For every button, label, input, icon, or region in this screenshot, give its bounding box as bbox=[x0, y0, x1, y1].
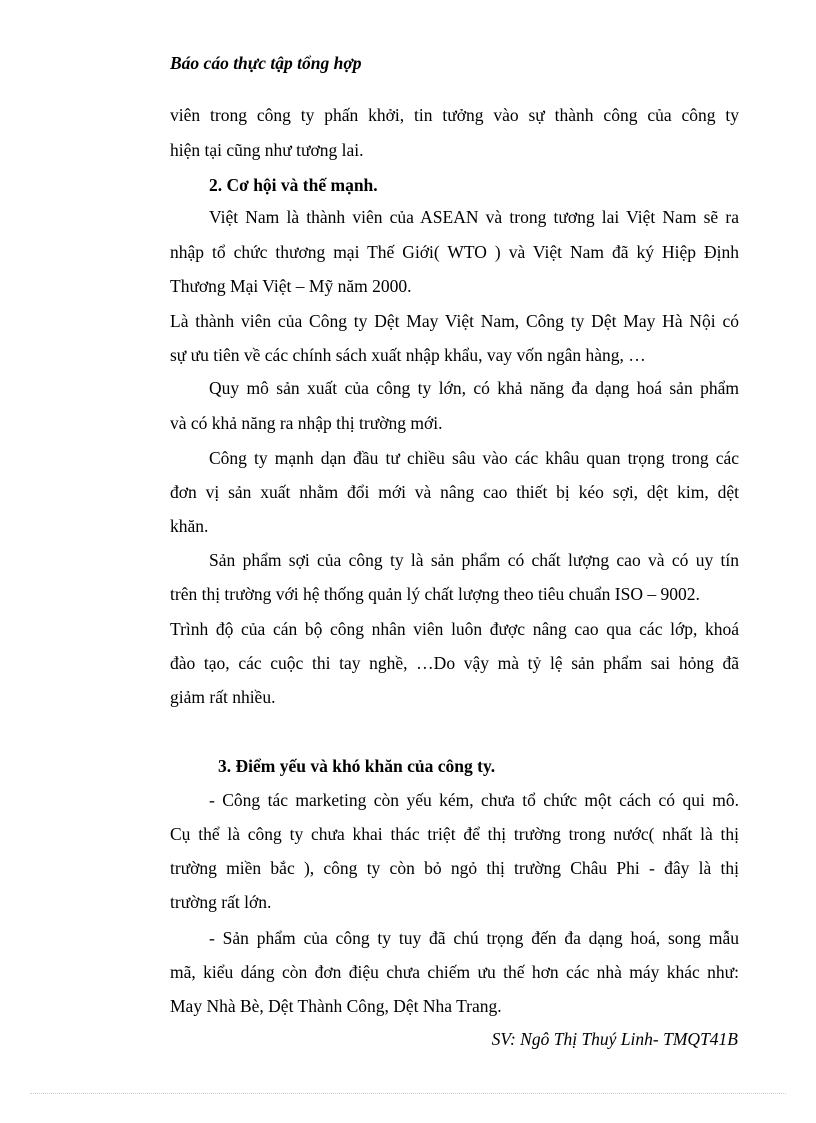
body-line: sự ưu tiên về các chính sách xuất nhập khẩu, vay vốn ngân hàng, … bbox=[170, 345, 646, 365]
body-line: đào tạo, các cuộc thi tay nghề, …Do vậy mà tỷ lệ sản phẩm sai hỏng đã bbox=[170, 653, 739, 673]
section-heading-weaknesses: 3. Điểm yếu và khó khăn của công ty. bbox=[218, 756, 496, 776]
report-header-title: Báo cáo thực tập tổng hợp bbox=[170, 53, 362, 73]
body-line: đơn vị sản xuất nhằm đổi mới và nâng cao thiết bị kéo sợi, dệt kim, dệt bbox=[170, 482, 739, 502]
body-line: Thương Mại Việt – Mỹ năm 2000. bbox=[170, 276, 412, 296]
body-line: Việt Nam là thành viên của ASEAN và trong tương lai Việt Nam sẽ ra bbox=[209, 207, 739, 227]
footer-signature: SV: Ngô Thị Thuý Linh- TMQT41B bbox=[491, 1029, 738, 1049]
body-line: Cụ thể là công ty chưa khai thác triệt để thị trường trong nước( nhất là thị bbox=[170, 824, 739, 844]
body-line: - Công tác marketing còn yếu kém, chưa tổ chức một cách có qui mô. bbox=[209, 790, 739, 810]
body-line: trường miền bắc ), công ty còn bỏ ngỏ thị trường Châu Phi - đây là thị bbox=[170, 858, 739, 878]
body-line: Công ty mạnh dạn đầu tư chiều sâu vào các khâu quan trọng trong các bbox=[209, 448, 739, 468]
body-line: trường rất lớn. bbox=[170, 892, 272, 912]
body-line: May Nhà Bè, Dệt Thành Công, Dệt Nha Trang. bbox=[170, 996, 502, 1016]
body-line: mã, kiểu dáng còn đơn điệu chưa chiếm ưu thế hơn các nhà máy khác như: bbox=[170, 962, 739, 982]
body-line: trên thị trường với hệ thống quản lý chất lượng theo tiêu chuẩn ISO – 9002. bbox=[170, 584, 700, 604]
body-line: Là thành viên của Công ty Dệt May Việt Nam, Công ty Dệt May Hà Nội có bbox=[170, 311, 739, 331]
body-line: - Sản phẩm của công ty tuy đã chú trọng đến đa dạng hoá, song mẫu bbox=[209, 928, 739, 948]
body-line: Sản phẩm sợi của công ty là sản phẩm có chất lượng cao và có uy tín bbox=[209, 550, 739, 570]
body-line: nhập tổ chức thương mại Thế Giới( WTO ) và Việt Nam đã ký Hiệp Định bbox=[170, 242, 739, 262]
body-line: viên trong công ty phấn khởi, tin tưởng vào sự thành công của công ty bbox=[170, 105, 739, 125]
page-bottom-divider bbox=[30, 1093, 786, 1094]
body-line: và có khả năng ra nhập thị trường mới. bbox=[170, 413, 443, 433]
section-heading-opportunities: 2. Cơ hội và thế mạnh. bbox=[209, 175, 378, 195]
body-line: khăn. bbox=[170, 516, 209, 536]
body-line: giảm rất nhiều. bbox=[170, 687, 276, 707]
body-line: Trình độ của cán bộ công nhân viên luôn được nâng cao qua các lớp, khoá bbox=[170, 619, 739, 639]
body-line: hiện tại cũng như tương lai. bbox=[170, 140, 364, 160]
body-line: Quy mô sản xuất của công ty lớn, có khả năng đa dạng hoá sản phẩm bbox=[209, 378, 739, 398]
